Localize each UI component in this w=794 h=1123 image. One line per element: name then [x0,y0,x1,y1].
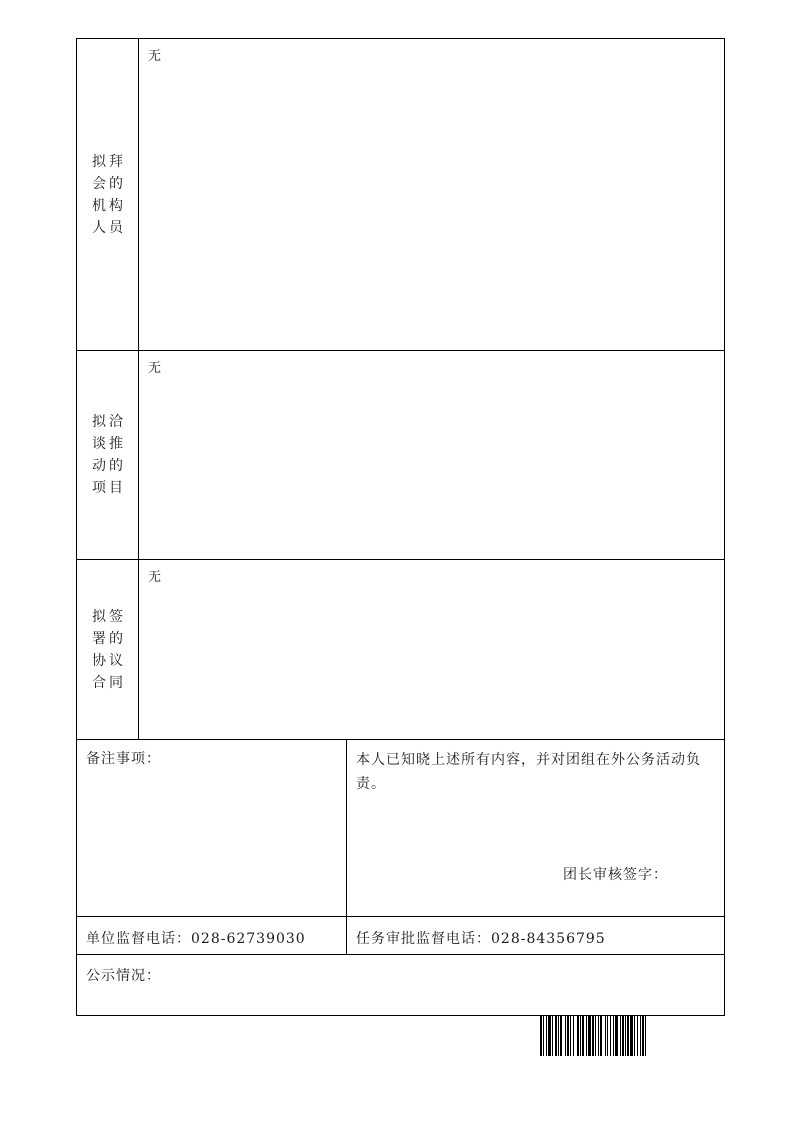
approval-phone: 任务审批监督电话：028-84356795 [356,931,606,947]
barcode-bar [555,1016,557,1056]
barcode-bar [627,1016,629,1056]
section-label: 拟洽谈推动的项目 [92,414,126,496]
barcode-bar [577,1016,579,1056]
remarks-label: 备注事项： [86,751,161,767]
section-value: 无 [148,361,162,376]
barcode-bar [615,1016,618,1056]
remarks-cell [77,740,347,916]
barcode-bar [558,1016,559,1056]
unit-phone-cell [77,917,347,954]
form-table [76,38,725,1016]
barcode-bar [595,1016,596,1056]
barcode-bar [600,1016,602,1056]
section-value: 无 [148,49,162,64]
barcode-bar [552,1016,553,1056]
section-content-cell [139,560,724,739]
barcode-bar [637,1016,638,1056]
barcode-bar [642,1016,644,1056]
unit-phone: 单位监督电话：028-62739030 [86,931,306,947]
section-label-cell [77,560,139,739]
barcode-bar [592,1016,594,1056]
barcode-bar [613,1016,614,1056]
acknowledgement-cell [347,740,724,916]
section-content-cell [139,39,724,350]
approval-phone-cell [347,917,724,954]
barcode-bar [588,1016,591,1056]
barcode-bar [625,1016,626,1056]
section-institutions-row [77,39,724,351]
section-value: 无 [148,570,162,585]
remarks-row [77,740,724,917]
barcode-bar [573,1016,574,1056]
barcode-bar [634,1016,635,1056]
barcode-bar [640,1016,641,1056]
barcode-bar [543,1016,544,1056]
barcode-bar [610,1016,611,1056]
phone-row [77,917,724,955]
barcode-bar [580,1016,581,1056]
barcode-bar [582,1016,584,1056]
acknowledgement-text: 本人已知晓上述所有内容，并对团组在外公务活动负责。 [356,752,701,792]
barcode-bar [540,1016,542,1056]
section-projects-row [77,351,724,560]
section-content-cell [139,351,724,559]
section-label-cell [77,39,139,350]
barcode-bar [560,1016,562,1056]
barcode-bar [630,1016,633,1056]
barcode-image [540,1016,697,1056]
signature-label: 团长审核签字： [563,867,668,883]
section-label: 拟拜会的机构人员 [92,153,126,236]
section-label: 拟签署的协议合同 [92,608,126,691]
barcode-bar [567,1016,569,1056]
barcode-bar [622,1016,624,1056]
barcode-bar [548,1016,551,1056]
barcode-bar [607,1016,608,1056]
barcode-bar [605,1016,606,1056]
section-label-cell [77,351,139,559]
barcode-bar [586,1016,587,1056]
barcode-bar [620,1016,621,1056]
barcode-bar [546,1016,547,1056]
publicity-row [77,955,724,1015]
barcode-bar [570,1016,571,1056]
section-agreements-row [77,560,724,740]
barcode-bar [565,1016,566,1056]
barcode-bar [645,1016,646,1056]
publicity-label: 公示情况： [86,968,161,984]
barcode-bar [598,1016,599,1056]
